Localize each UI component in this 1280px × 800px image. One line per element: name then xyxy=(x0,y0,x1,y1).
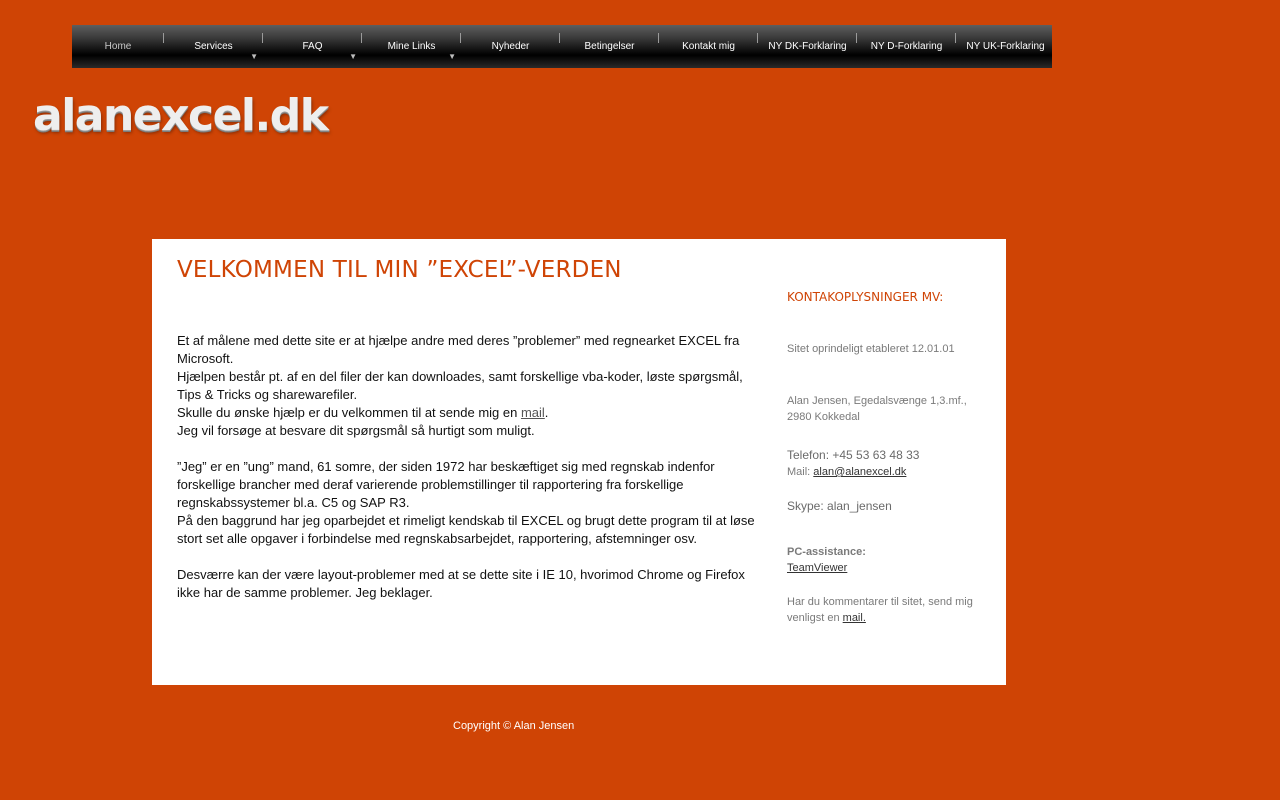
nav-item-label: Kontakt mig xyxy=(682,41,735,52)
nav-item-label: NY DK-Forklaring xyxy=(768,41,847,52)
teamviewer-line xyxy=(787,560,987,576)
dropdown-arrow-icon: ▼ xyxy=(448,52,456,61)
comment-mail-link[interactable]: mail. xyxy=(842,612,866,624)
nav-item-label: Mine Links xyxy=(387,41,436,52)
nav-item-kontakt-mig[interactable] xyxy=(659,25,758,68)
text-segment: Skulle du ønske hjælp er du velkommen til at sende mig en xyxy=(177,405,521,420)
paragraph: Hjælpen består pt. af en del filer der kan downloades, samt forskellige vba-koder, løste spørgsmål, Tips & Tricks og sharewarefiler. xyxy=(177,369,743,402)
nav-item-services[interactable] xyxy=(164,25,263,68)
nav-item-label: FAQ xyxy=(302,41,323,52)
mail-label: Mail: xyxy=(787,466,814,478)
content-card xyxy=(152,239,1006,685)
dropdown-arrow-icon: ▼ xyxy=(349,52,357,61)
comment-label: Har du kommentarer til sitet, send mig venligst en xyxy=(787,596,973,624)
paragraph: Jeg vil forsøge at besvare dit spørgsmål så hurtigt som muligt. xyxy=(177,423,535,438)
address-line: 2980 Kokkedal xyxy=(787,411,860,423)
paragraph xyxy=(177,404,762,422)
email-link[interactable]: alan@alanexcel.dk xyxy=(813,466,907,478)
nav-item-label: NY UK-Forklaring xyxy=(966,41,1045,52)
nav-item-label: Services xyxy=(194,41,233,52)
footer-copyright: Copyright © Alan Jensen xyxy=(453,720,575,732)
main-text xyxy=(177,332,762,602)
established-text: Sitet oprindeligt etableret 12.01.01 xyxy=(787,343,955,355)
nav-item-label: Nyheder xyxy=(491,41,530,52)
site-logo[interactable]: alanexcel.dk xyxy=(33,90,328,141)
nav-item-ny-d-forklaring[interactable] xyxy=(857,25,956,68)
comment-text xyxy=(787,594,987,626)
paragraph: På den baggrund har jeg oparbejdet et rimeligt kendskab til EXCEL og brugt dette program til at løse stort set alle opgaver i forbindelse med regnskabsarbejdet, rapportering, afstemninger osv. xyxy=(177,513,755,546)
mail-link[interactable]: mail xyxy=(520,405,545,420)
paragraph: Et af målene med dette site er at hjælpe andre med deres ”problemer” med regnearket EXCEL fra Microsoft. xyxy=(177,333,740,366)
dropdown-arrow-icon: ▼ xyxy=(250,52,258,61)
mail-line xyxy=(787,464,987,480)
skype-text: Skype: alan_jensen xyxy=(787,499,892,513)
nav-item-label: Betingelser xyxy=(584,41,635,52)
text-segment: . xyxy=(544,405,549,420)
nav-item-label: NY D-Forklaring xyxy=(870,41,943,52)
paragraph: ”Jeg” er en ”ung” mand, 61 somre, der siden 1972 har beskæftiget sig med regnskab indenfor forskellige brancher med deraf varierende problemstillinger til rapportering fra forskellige regnskabssystemer bl.a. C5 og SAP R3. xyxy=(177,459,715,510)
address-line: Alan Jensen, Egedalsvænge 1,3.mf., xyxy=(787,395,967,407)
sidebar-title: KONTAKOPLYSNINGER MV: xyxy=(787,290,944,304)
nav-item-label: Home xyxy=(104,41,132,52)
page-title: VELKOMMEN TIL MIN ”EXCEL”-VERDEN xyxy=(177,257,622,283)
nav-item-home[interactable] xyxy=(72,25,164,68)
nav-item-ny-uk-forklaring[interactable] xyxy=(956,25,1055,68)
nav-item-faq[interactable] xyxy=(263,25,362,68)
nav-item-mine-links[interactable] xyxy=(362,25,461,68)
nav-item-ny-dk-forklaring[interactable] xyxy=(758,25,857,68)
paragraph: Desværre kan der være layout-problemer med at se dette site i IE 10, hvorimod Chrome og Firefox ikke har de samme problemer. Jeg beklager. xyxy=(177,567,745,600)
nav-item-nyheder[interactable] xyxy=(461,25,560,68)
phone-text: Telefon: +45 53 63 48 33 xyxy=(787,448,920,462)
nav-item-betingelser[interactable] xyxy=(560,25,659,68)
top-navigation xyxy=(72,25,1052,68)
contact-sidebar xyxy=(787,289,987,626)
pc-assistance-label: PC-assistance: xyxy=(787,546,866,558)
teamviewer-link[interactable]: TeamViewer xyxy=(787,562,848,574)
